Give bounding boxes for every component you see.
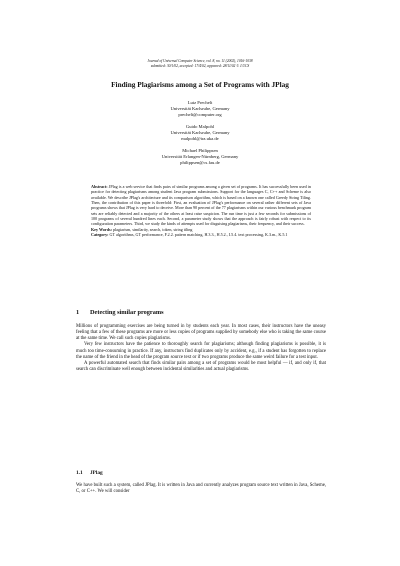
body-paragraph: A powerful automated search that finds similar pairs among a set of programs would be most helpful — if, and only if, that search can discriminate well enough between incidental similarities and actual plagiarisms.	[76, 360, 326, 373]
subsection-number: 1.1	[76, 470, 83, 476]
journal-reference-line-1: Journal of Universal Computer Science, vol. 8, no. 11 (2002), 1016-1038	[147, 59, 253, 63]
body-paragraph: Very few instructors have the patience to thoroughly search for plagiarisms; although finding plagiarisms is possible, it is much too time-consuming in practice. If any, instructors find duplicates only by accident, e.g., if a student has forgotten to replace the name of the friend in the head of the program source text or if two programs produce the same weird failure for a test input.	[76, 342, 326, 360]
section-body	[76, 324, 326, 373]
author-block	[100, 148, 300, 166]
author-name: Guido Malpohl	[185, 124, 215, 129]
author-name: Lutz Prechelt	[187, 100, 213, 105]
category-line	[91, 232, 311, 237]
abstract-section	[91, 184, 311, 237]
author-block	[100, 100, 300, 118]
subsection-body	[76, 483, 326, 495]
abstract-paragraph	[91, 184, 311, 227]
abstract-text: JPlag is a web service that finds pairs of similar programs among a given set of programs. It has successfully been used in practice for detecting plagiarisms among student Java program submissions. Support for the languages C, C++ and Scheme is also available. We describe JPlag's architecture and its comparison algorithm, which is based on a known one called Greedy String Tiling. Then, the contribution of this paper is threefold: First, an evaluation of JPlag's performance on several rather different sets of Java programs shows that JPlag is very hard to deceive. More than 90 percent of the 77 plagiarisms within our various benchmark program sets are reliably detected and a majority of the others at least raise suspicion. The run time is just a few seconds for submissions of 100 programs of several hundred lines each. Second, a parameter study shows that the approach is fairly robust with respect to its configuration parameters. Third, we study the kinds of attempts used for disguising plagiarisms, their frequency, and their success.	[91, 184, 311, 227]
paper-title: Finding Plagiarisms among a Set of Programs with JPlag	[111, 80, 289, 89]
subsection-title: JPlag	[90, 470, 103, 476]
author-list	[100, 100, 300, 172]
section-heading	[76, 309, 326, 317]
keywords-label: Key Words:	[91, 226, 112, 232]
section-number: 1	[76, 309, 80, 316]
journal-reference-line-2: submitted: 30/1/02, accepted: 17/4/02, appeared: 28/11/02 © J.UCS	[150, 63, 250, 68]
author-email: philippsen@cs.fau.de	[180, 160, 220, 165]
keywords-text: plagiarism, similarity, search, token, string tiling	[113, 226, 193, 232]
journal-reference	[100, 59, 300, 68]
author-email: malpohl@ira.uka.de	[181, 136, 219, 141]
author-affiliation: Universität Erlangen-Nürnberg, Germany	[161, 154, 239, 159]
author-block	[100, 124, 300, 142]
category-text: GT algorithms, GT performance, F.2.2. pattern matching, H.3.3., H.5.2., I.5.4. text processing, K.3.m., K.5.1	[109, 232, 288, 238]
body-paragraph: We have built such a system, called JPlag. It is written in Java and currently analyzes program source text written in Java, Scheme, C, or C++. We will consider	[76, 483, 326, 495]
body-paragraph: Millions of programming exercises are being turned in by students each year. In most cases, their instructors have the uneasy feeling that a few of these programs are more or less copies of programs supplied by somebody else who is taking the same course at the same time. We call such copies plagiarisms.	[76, 324, 326, 342]
section-title: Detecting similar programs	[90, 309, 164, 316]
author-affiliation: Universität Karlsruhe, Germany	[170, 106, 230, 111]
subsection-heading	[76, 470, 326, 477]
author-email: prechelt@computer.org	[178, 112, 222, 117]
abstract-label: Abstract:	[91, 184, 108, 189]
category-label: Category:	[91, 232, 109, 238]
author-affiliation: Universität Karlsruhe, Germany	[170, 130, 230, 135]
author-name: Michael Philippsen	[182, 148, 218, 153]
